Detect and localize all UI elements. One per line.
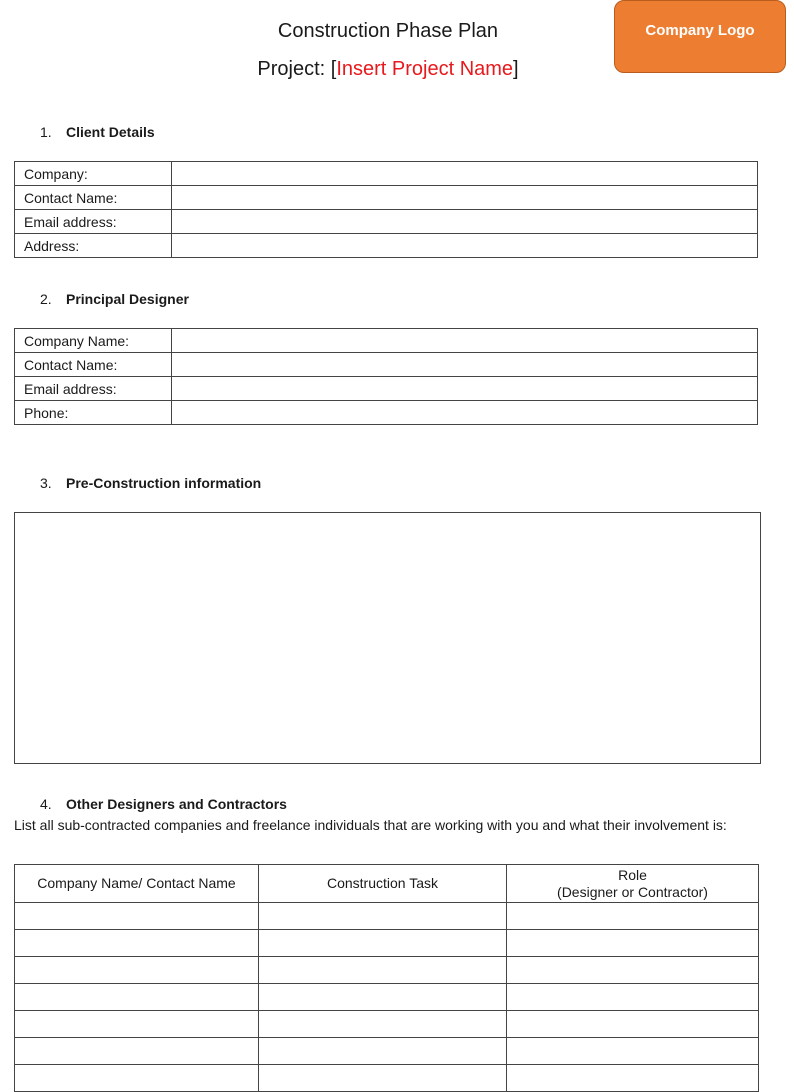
table-cell[interactable] <box>259 957 507 984</box>
table-row <box>15 186 758 210</box>
contact-name-field[interactable] <box>172 353 758 377</box>
other-designers-heading <box>40 796 287 812</box>
principal-designer-table <box>14 328 758 425</box>
email-field[interactable] <box>172 377 758 401</box>
table-row <box>15 353 758 377</box>
table-row <box>15 1065 759 1092</box>
pre-construction-text-area[interactable] <box>14 512 761 764</box>
column-header-role <box>507 865 759 903</box>
column-header: Construction Task <box>259 865 507 903</box>
role-header-subtitle: (Designer or Contractor) <box>557 883 708 900</box>
table-row <box>15 210 758 234</box>
company-field[interactable] <box>172 162 758 186</box>
project-suffix: ] <box>513 58 519 80</box>
table-cell[interactable] <box>507 1011 759 1038</box>
pre-construction-heading <box>40 475 261 491</box>
client-details-heading <box>40 124 155 140</box>
client-details-table <box>14 161 758 258</box>
section-title: Principal Designer <box>66 291 189 307</box>
table-cell[interactable] <box>15 903 259 930</box>
phone-field[interactable] <box>172 401 758 425</box>
section-number: 1. <box>40 124 52 140</box>
field-label: Email address: <box>15 210 172 234</box>
table-row <box>15 957 759 984</box>
section-number: 4. <box>40 796 52 812</box>
field-label: Company Name: <box>15 329 172 353</box>
table-row <box>15 1038 759 1065</box>
principal-designer-heading <box>40 291 189 307</box>
document-title: Construction Phase Plan <box>277 20 499 42</box>
table-cell[interactable] <box>259 1065 507 1092</box>
table-cell[interactable] <box>15 1011 259 1038</box>
table-header-row <box>15 865 759 903</box>
section-description: List all sub-contracted companies and freelance individuals that are working with you and what their involvement is: <box>14 817 727 833</box>
table-cell[interactable] <box>15 984 259 1011</box>
table-cell[interactable] <box>259 930 507 957</box>
field-label: Address: <box>15 234 172 258</box>
table-cell[interactable] <box>507 903 759 930</box>
table-row <box>15 903 759 930</box>
project-prefix: Project: [ <box>257 58 337 80</box>
table-cell[interactable] <box>507 930 759 957</box>
column-header: Company Name/ Contact Name <box>15 865 259 903</box>
table-cell[interactable] <box>507 957 759 984</box>
table-cell[interactable] <box>259 1038 507 1065</box>
project-name-placeholder[interactable]: Insert Project Name <box>336 58 514 80</box>
table-cell[interactable] <box>259 1011 507 1038</box>
field-label: Contact Name: <box>15 186 172 210</box>
table-row <box>15 930 759 957</box>
table-row <box>15 234 758 258</box>
table-cell[interactable] <box>507 984 759 1011</box>
table-row <box>15 377 758 401</box>
table-row <box>15 329 758 353</box>
email-field[interactable] <box>172 210 758 234</box>
field-label: Company: <box>15 162 172 186</box>
contact-name-field[interactable] <box>172 186 758 210</box>
address-field[interactable] <box>172 234 758 258</box>
table-cell[interactable] <box>507 1038 759 1065</box>
field-label: Email address: <box>15 377 172 401</box>
table-row <box>15 162 758 186</box>
contractors-table <box>14 864 759 1092</box>
section-title: Client Details <box>66 124 155 140</box>
table-cell[interactable] <box>259 903 507 930</box>
table-cell[interactable] <box>507 1065 759 1092</box>
table-cell[interactable] <box>15 1038 259 1065</box>
field-label: Contact Name: <box>15 353 172 377</box>
table-row <box>15 984 759 1011</box>
table-cell[interactable] <box>15 1065 259 1092</box>
section-number: 3. <box>40 475 52 491</box>
field-label: Phone: <box>15 401 172 425</box>
company-name-field[interactable] <box>172 329 758 353</box>
company-logo: Company Logo <box>614 0 786 73</box>
role-header: Role <box>618 866 647 883</box>
section-title: Pre-Construction information <box>66 475 262 491</box>
table-row <box>15 1011 759 1038</box>
table-cell[interactable] <box>15 957 259 984</box>
table-cell[interactable] <box>15 930 259 957</box>
section-title: Other Designers and Contractors <box>66 796 287 812</box>
table-row <box>15 401 758 425</box>
section-number: 2. <box>40 291 52 307</box>
table-cell[interactable] <box>259 984 507 1011</box>
